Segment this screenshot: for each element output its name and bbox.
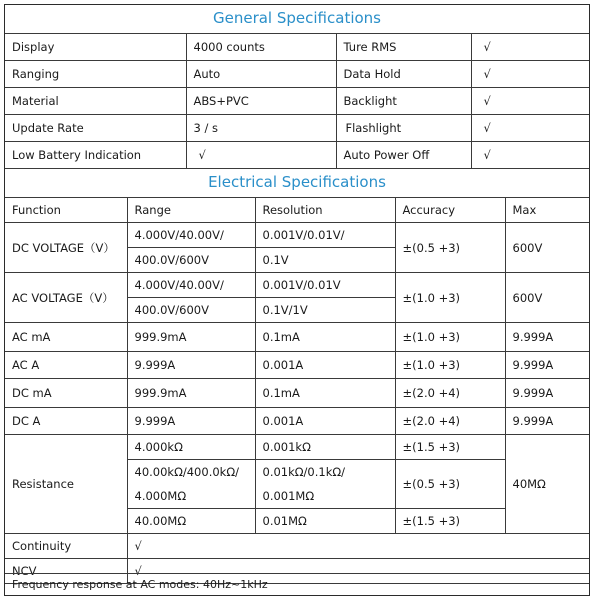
column-header: Range bbox=[127, 198, 255, 223]
resolution-cell: 0.001kΩ bbox=[255, 435, 395, 460]
max-cell: 600V bbox=[505, 273, 589, 323]
spec-label: Auto Power Off bbox=[336, 142, 471, 169]
spec-label: Data Hold bbox=[336, 61, 471, 88]
table-row bbox=[5, 323, 589, 352]
spec-value: ABS+PVC bbox=[186, 88, 336, 115]
column-header: Max bbox=[505, 198, 589, 223]
max-cell: 9.999A bbox=[505, 379, 589, 408]
resolution-cell: 0.001A bbox=[255, 408, 395, 435]
range-cell: 9.999A bbox=[127, 352, 255, 379]
table-row bbox=[5, 223, 589, 248]
function-cell: AC A bbox=[5, 352, 127, 379]
function-cell: DC A bbox=[5, 408, 127, 435]
max-cell: 9.999A bbox=[505, 323, 589, 352]
max-cell: 9.999A bbox=[505, 408, 589, 435]
spec-label: Display bbox=[5, 34, 186, 61]
function-cell: AC VOLTAGE（V） bbox=[5, 273, 127, 323]
check-mark: √ bbox=[471, 88, 589, 115]
function-cell: DC mA bbox=[5, 379, 127, 408]
table-row bbox=[5, 273, 589, 298]
accuracy-cell: ±(0.5 +3) bbox=[395, 460, 505, 509]
range-cell: 4.000V/40.00V/ bbox=[127, 273, 255, 298]
spec-value: Auto bbox=[186, 61, 336, 88]
table-row bbox=[5, 61, 589, 88]
column-header: Accuracy bbox=[395, 198, 505, 223]
range-cell: 40.00kΩ/400.0kΩ/ bbox=[127, 460, 255, 485]
spec-value: 4000 counts bbox=[186, 34, 336, 61]
table-row bbox=[5, 352, 589, 379]
table-row bbox=[5, 34, 589, 61]
range-cell: 4.000MΩ bbox=[127, 484, 255, 509]
resolution-cell: 0.01MΩ bbox=[255, 509, 395, 534]
spec-label: Backlight bbox=[336, 88, 471, 115]
table-row bbox=[5, 115, 589, 142]
check-mark: √ bbox=[471, 115, 589, 142]
check-mark: √ bbox=[471, 34, 589, 61]
function-cell: AC mA bbox=[5, 323, 127, 352]
range-cell: 40.00MΩ bbox=[127, 509, 255, 534]
general-specs-table bbox=[5, 33, 589, 169]
resolution-cell: 0.001MΩ bbox=[255, 484, 395, 509]
accuracy-cell: ±(2.0 +4) bbox=[395, 379, 505, 408]
table-row bbox=[5, 88, 589, 115]
resolution-cell: 0.1V/1V bbox=[255, 298, 395, 323]
table-row bbox=[5, 379, 589, 408]
spec-label: Low Battery Indication bbox=[5, 142, 186, 169]
resolution-cell: 0.1V bbox=[255, 248, 395, 273]
check-mark: √ bbox=[471, 61, 589, 88]
table-row bbox=[5, 534, 589, 559]
range-cell: 9.999A bbox=[127, 408, 255, 435]
max-cell: 40MΩ bbox=[505, 435, 589, 534]
spec-label: Ture RMS bbox=[336, 34, 471, 61]
function-cell: NCV bbox=[5, 559, 127, 584]
accuracy-cell: ±(1.5 +3) bbox=[395, 435, 505, 460]
spec-sheet bbox=[4, 4, 590, 596]
frequency-response-note: Frequency response at AC modes: 40Hz~1kHz bbox=[5, 573, 589, 595]
range-cell: 4.000kΩ bbox=[127, 435, 255, 460]
range-cell: 4.000V/40.00V/ bbox=[127, 223, 255, 248]
electrical-specs-title: Electrical Specifications bbox=[208, 173, 386, 191]
spec-label: Material bbox=[5, 88, 186, 115]
accuracy-cell: ±(1.0 +3) bbox=[395, 273, 505, 323]
range-cell: 999.9mA bbox=[127, 379, 255, 408]
accuracy-cell: ±(1.0 +3) bbox=[395, 323, 505, 352]
max-cell: 600V bbox=[505, 223, 589, 273]
table-row bbox=[5, 408, 589, 435]
resolution-cell: 0.1mA bbox=[255, 379, 395, 408]
max-cell: 9.999A bbox=[505, 352, 589, 379]
resolution-cell: 0.001V/0.01V/ bbox=[255, 223, 395, 248]
column-header: Function bbox=[5, 198, 127, 223]
table-row bbox=[5, 142, 589, 169]
check-mark: √ bbox=[471, 142, 589, 169]
function-cell: Resistance bbox=[5, 435, 127, 534]
table-header-row bbox=[5, 198, 589, 223]
accuracy-cell: ±(1.5 +3) bbox=[395, 509, 505, 534]
resolution-cell: 0.1mA bbox=[255, 323, 395, 352]
range-cell: 400.0V/600V bbox=[127, 248, 255, 273]
range-cell: 999.9mA bbox=[127, 323, 255, 352]
resolution-cell: 0.001A bbox=[255, 352, 395, 379]
spec-label: Ranging bbox=[5, 61, 186, 88]
range-cell: 400.0V/600V bbox=[127, 298, 255, 323]
resolution-cell: 0.01kΩ/0.1kΩ/ bbox=[255, 460, 395, 485]
spec-value: √ bbox=[186, 142, 336, 169]
electrical-specs-table bbox=[5, 197, 589, 584]
check-mark: √ bbox=[127, 559, 589, 584]
function-cell: Continuity bbox=[5, 534, 127, 559]
spec-value: 3 / s bbox=[186, 115, 336, 142]
resolution-cell: 0.001V/0.01V bbox=[255, 273, 395, 298]
spec-label: Update Rate bbox=[5, 115, 186, 142]
check-mark: √ bbox=[127, 534, 589, 559]
column-header: Resolution bbox=[255, 198, 395, 223]
function-cell: DC VOLTAGE（V） bbox=[5, 223, 127, 273]
accuracy-cell: ±(1.0 +3) bbox=[395, 352, 505, 379]
accuracy-cell: ±(2.0 +4) bbox=[395, 408, 505, 435]
general-specs-title: General Specifications bbox=[212, 9, 381, 27]
accuracy-cell: ±(0.5 +3) bbox=[395, 223, 505, 273]
table-row bbox=[5, 435, 589, 460]
spec-label: Flashlight bbox=[336, 115, 471, 142]
